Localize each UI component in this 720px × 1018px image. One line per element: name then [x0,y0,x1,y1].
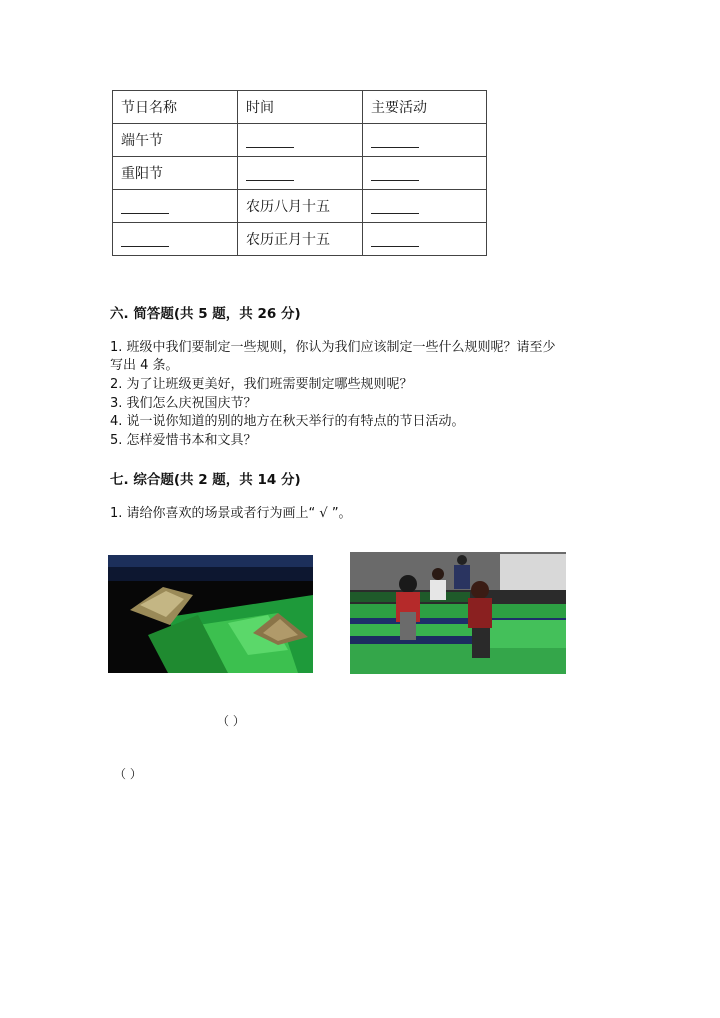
table-row [113,190,487,223]
cell-name: 端午节 [113,124,238,157]
fill-blank-line [371,232,419,247]
table-row [113,124,487,157]
cell-time-blank[interactable] [238,157,363,190]
cell-name-blank[interactable] [113,190,238,223]
table-row [113,157,487,190]
fill-blank-line [121,199,169,214]
table-header-row [113,91,487,124]
fill-blank-line [371,166,419,181]
section-6-title: 六. 简答题(共 5 题，共 26 分) [110,306,301,322]
section-7-title: 七. 综合题(共 2 题，共 14 分) [110,472,301,488]
fill-blank-line [371,199,419,214]
question-1: 1. 班级中我们要制定一些规则，你认为我们应该制定一些什么规则呢？请至少 [110,340,556,355]
cell-activity-blank[interactable] [363,124,487,157]
answer-paren-2[interactable]: （ ） [114,767,142,781]
answer-paren-1[interactable]: （ ） [217,714,245,728]
question-5: 5. 怎样爱惜书本和文具？ [110,433,257,448]
table-row [113,223,487,256]
header-main-activity: 主要活动 [363,91,487,124]
question-1-cont: 写出 4 条。 [110,358,179,373]
cell-name-blank[interactable] [113,223,238,256]
festival-table [112,90,487,256]
cell-time-blank[interactable] [238,124,363,157]
cell-time: 农历八月十五 [238,190,363,223]
classroom-illustration [350,552,566,674]
header-time: 时间 [238,91,363,124]
zongzi-illustration [108,555,313,673]
cell-time: 农历正月十五 [238,223,363,256]
zongzi-photo [108,555,313,673]
question-2: 2. 为了让班级更美好，我们班需要制定哪些规则呢？ [110,377,413,392]
question-3: 3. 我们怎么庆祝国庆节？ [110,396,257,411]
header-festival-name: 节日名称 [113,91,238,124]
fill-blank-line [121,232,169,247]
cell-activity-blank[interactable] [363,190,487,223]
question-4: 4. 说一说你知道的别的地方在秋天举行的有特点的节日活动。 [110,414,465,429]
question-7-1: 1. 请给你喜欢的场景或者行为画上“ √ ”。 [110,506,352,521]
fill-blank-line [371,133,419,148]
cell-name: 重阳节 [113,157,238,190]
fill-blank-line [246,133,294,148]
classroom-photo [350,552,566,674]
fill-blank-line [246,166,294,181]
cell-activity-blank[interactable] [363,223,487,256]
cell-activity-blank[interactable] [363,157,487,190]
